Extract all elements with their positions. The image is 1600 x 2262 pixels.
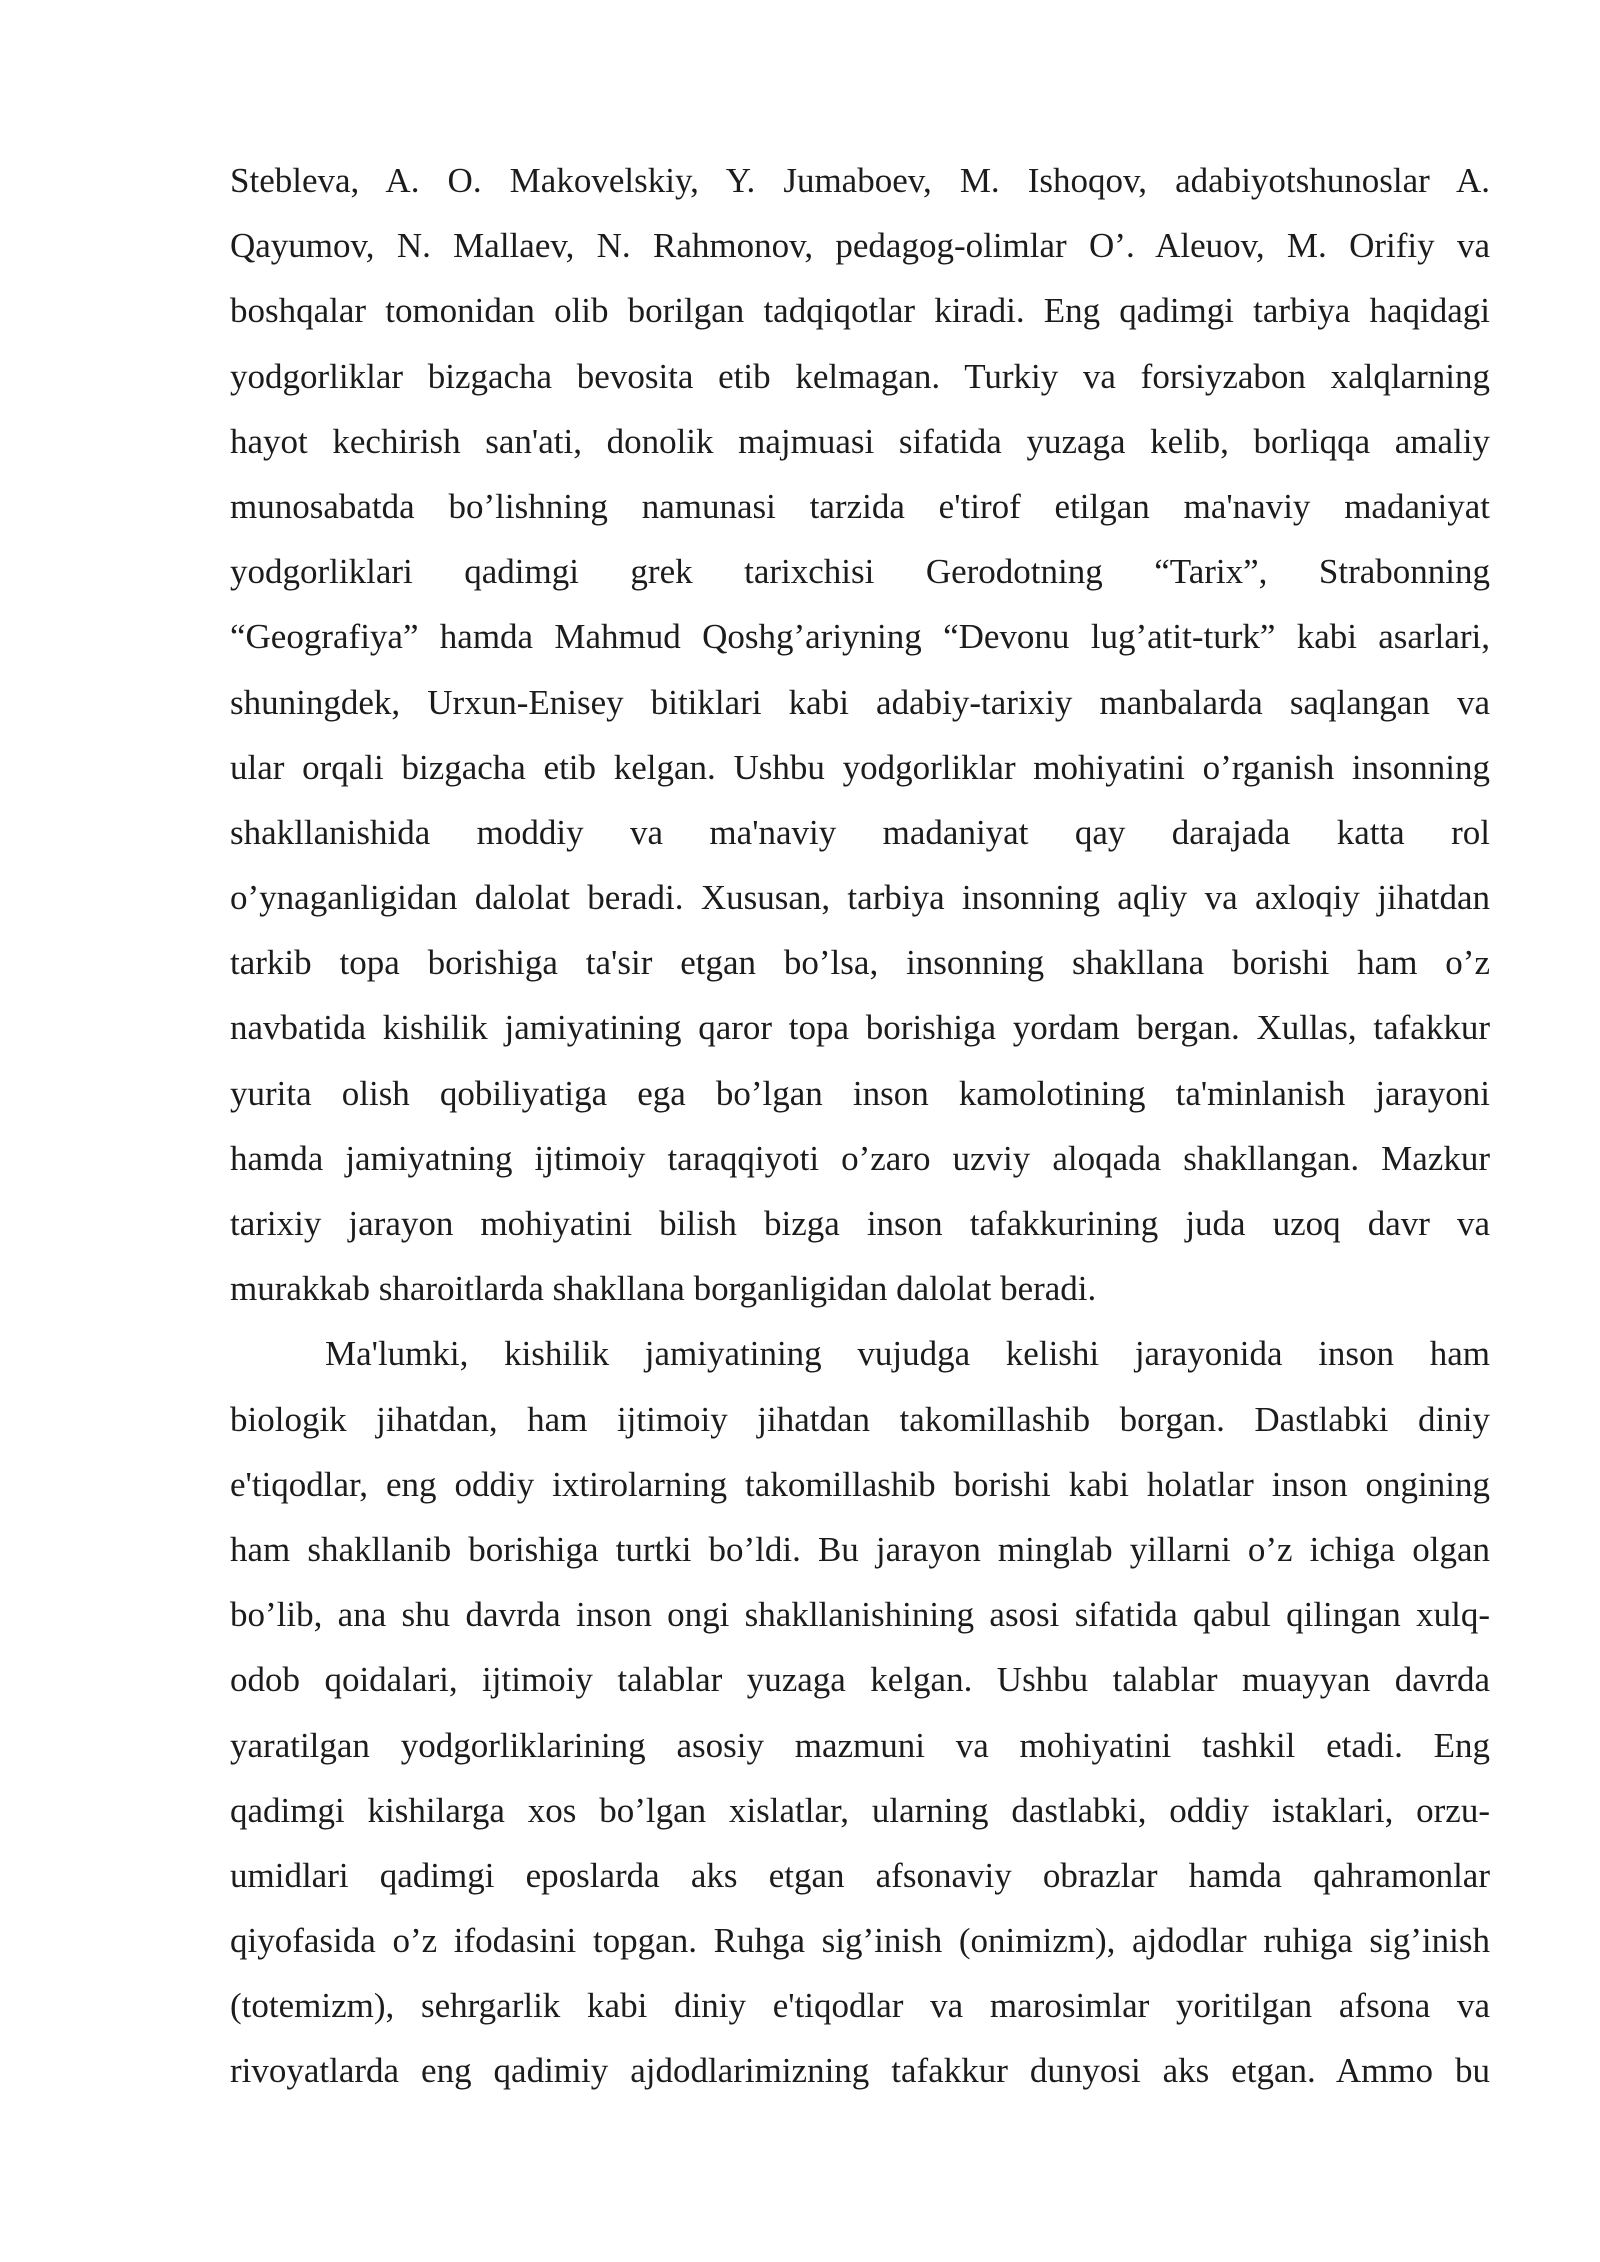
text-line: ham shakllanib borishiga turtki bo’ldi. Bu jarayon minglab yillarni o’z ichiga olgan [230,1529,1490,1569]
text-line: Ma'lumki, kishilik jamiyatining vujudga kelishi jarayonida inson ham [325,1334,1490,1374]
text-line: qadimgi kishilarga xos bo’lgan xislatlar, ularning dastlabki, oddiy istaklari, orzu- [230,1790,1490,1830]
text-line: umidlari qadimgi eposlarda aks etgan afsonaviy obrazlar hamda qahramonlar [230,1855,1490,1895]
text-line: ular orqali bizgacha etib kelgan. Ushbu yodgorliklar mohiyatini o’rganish insonning [230,747,1490,787]
text-line: shakllanishida moddiy va ma'naviy madaniyat qay darajada katta rol [230,812,1490,852]
text-line: hayot kechirish san'ati, donolik majmuasi sifatida yuzaga kelib, borliqqa amaliy [230,421,1490,461]
text-line: bo’lib, ana shu davrda inson ongi shakllanishining asosi sifatida qabul qilingan xulq- [230,1595,1490,1635]
text-line: Qayumov, N. Mallaev, N. Rahmonov, pedagog-olimlar O’. Aleuov, M. Orifiy va [230,226,1490,266]
text-line: munosabatda bo’lishning namunasi tarzida e'tirof etilgan ma'naviy madaniyat [230,486,1490,526]
text-line: “Geografiya” hamda Mahmud Qoshg’ariyning “Devonu lug’atit-turk” kabi asarlari, [230,617,1490,657]
text-line: murakkab sharoitlarda shakllana borganligidan dalolat beradi. [230,1269,1097,1309]
text-line: odob qoidalari, ijtimoiy talablar yuzaga kelgan. Ushbu talablar muayyan davrda [230,1660,1490,1700]
text-line: (totemizm), sehrgarlik kabi diniy e'tiqodlar va marosimlar yoritilgan afsona va [230,1986,1490,2026]
text-line: rivoyatlarda eng qadimiy ajdodlarimizning tafakkur dunyosi aks etgan. Ammo bu [230,2051,1490,2091]
text-line: Stebleva, A. O. Makovelskiy, Y. Jumaboev, M. Ishoqov, adabiyotshunoslar A. [230,161,1490,200]
text-line: qiyofasida o’z ifodasini topgan. Ruhga sig’inish (onimizm), ajdodlar ruhiga sig’inish [230,1921,1490,1961]
text-line: biologik jihatdan, ham ijtimoiy jihatdan takomillashib borgan. Dastlabki diniy [230,1399,1490,1439]
text-line: hamda jamiyatning ijtimoiy taraqqiyoti o’zaro uzviy aloqada shakllangan. Mazkur [230,1138,1490,1178]
text-line: e'tiqodlar, eng oddiy ixtirolarning takomillashib borishi kabi holatlar inson ongining [230,1464,1490,1504]
text-line: yurita olish qobiliyatiga ega bo’lgan inson kamolotining ta'minlanish jarayoni [230,1073,1490,1113]
text-line: yodgorliklari qadimgi grek tarixchisi Gerodotning “Tarix”, Strabonning [230,552,1490,592]
text-line: tarkib topa borishiga ta'sir etgan bo’lsa, insonning shakllana borishi ham o’z [230,943,1490,983]
text-line: boshqalar tomonidan olib borilgan tadqiqotlar kiradi. Eng qadimgi tarbiya haqidagi [230,291,1490,331]
text-line: shuningdek, Urxun-Enisey bitiklari kabi adabiy-tarixiy manbalarda saqlangan va [230,682,1490,722]
paragraph-1 [230,148,1490,1321]
document-page [230,148,1490,2104]
paragraph-2 [230,1321,1490,2103]
text-line: tarixiy jarayon mohiyatini bilish bizga inson tafakkurining juda uzoq davr va [230,1204,1490,1243]
text-line: navbatida kishilik jamiyatining qaror topa borishiga yordam bergan. Xullas, tafakkur [230,1008,1490,1048]
text-line: yodgorliklar bizgacha bevosita etib kelmagan. Turkiy va forsiyzabon xalqlarning [230,356,1490,396]
text-line: yaratilgan yodgorliklarining asosiy mazmuni va mohiyatini tashkil etadi. Eng [230,1725,1490,1765]
text-line: o’ynaganligidan dalolat beradi. Xususan, tarbiya insonning aqliy va axloqiy jihatdan [230,878,1490,918]
